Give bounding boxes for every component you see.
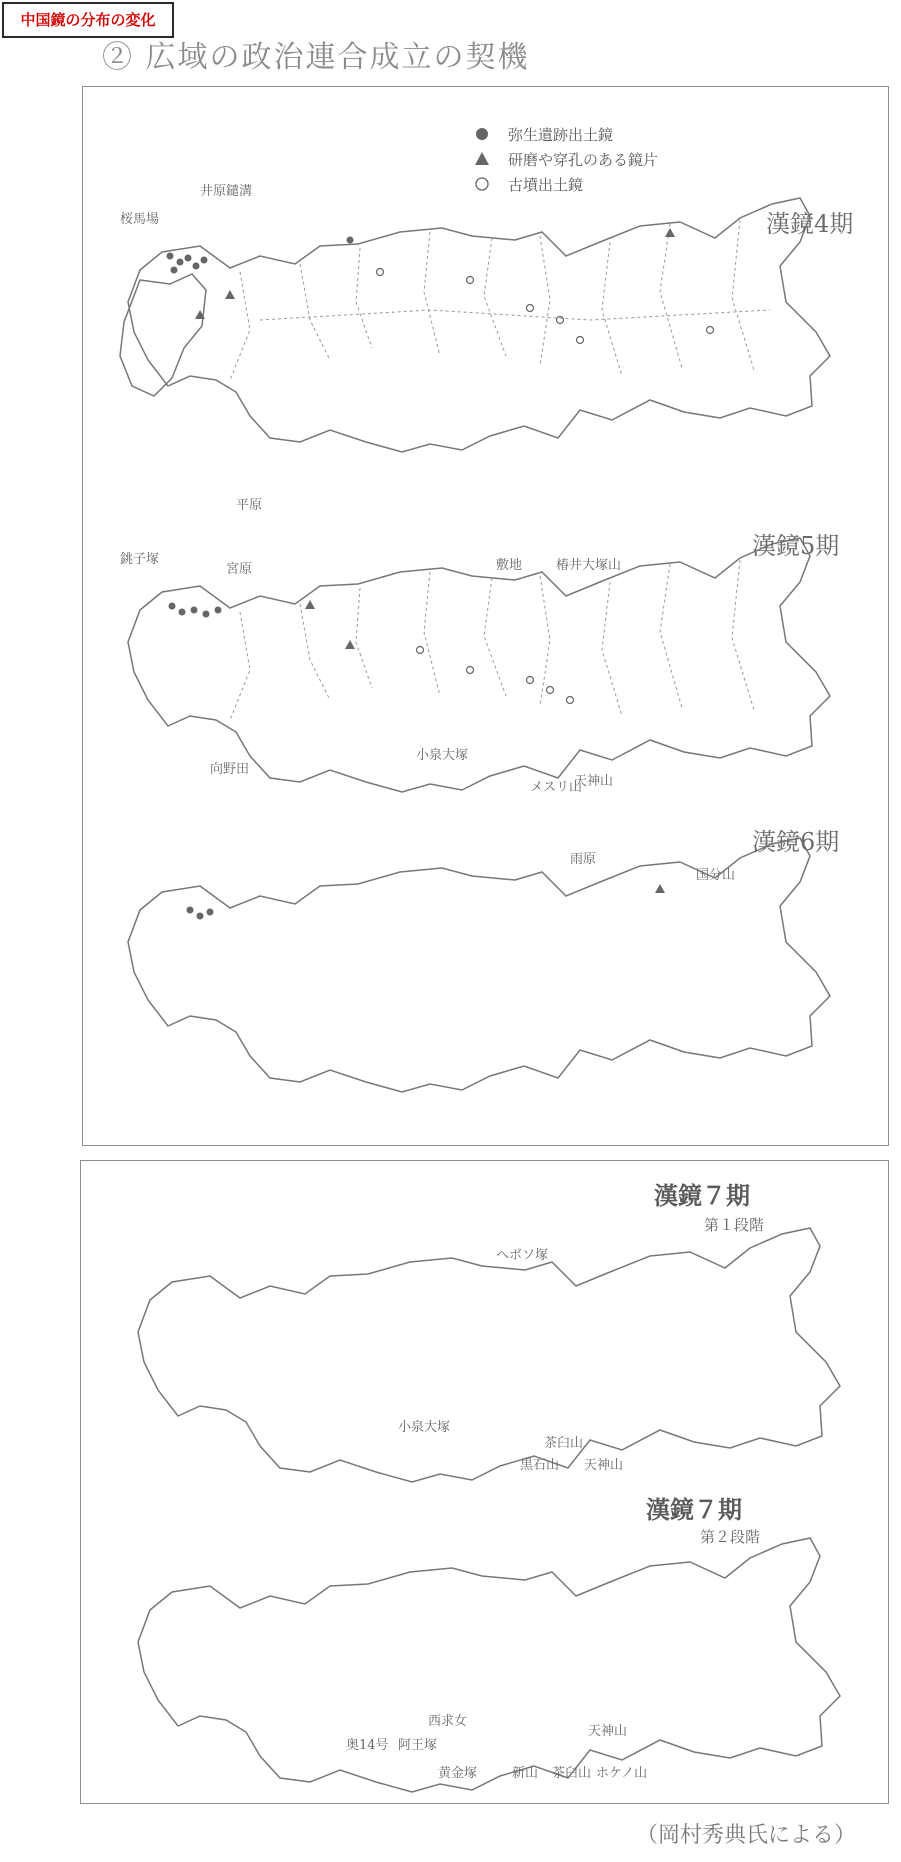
map-period-7-stage-2-label-aozuka: 阿王塚 (398, 1738, 438, 1753)
map-period-5-title: 漢鏡5期 (752, 532, 840, 560)
map-marker (707, 327, 714, 334)
map-marker (655, 884, 665, 893)
map-marker (187, 907, 194, 914)
map-marker (305, 600, 315, 609)
legend-filled-triangle-icon (475, 152, 489, 165)
map-period-7-stage-2-subtitle: 第２段階 (700, 1528, 761, 1546)
map-period-4-label-ihara: 井原鑓溝 (200, 184, 253, 199)
map-marker (215, 607, 222, 614)
map-period-7-stage-1-label-hebosozuka: ヘボソ塚 (496, 1248, 549, 1263)
map-marker (467, 277, 474, 284)
map-marker (177, 259, 184, 266)
map-period-5-label-shikichi: 敷地 (496, 558, 523, 573)
map-period-4 (110, 180, 870, 500)
map-marker (567, 697, 574, 704)
map-marker (377, 269, 384, 276)
map-period-7-stage-2-label-hokenoyama: ホケノ山 (596, 1766, 648, 1781)
map-period-7-stage-2-title: 漢鏡７期 (646, 1495, 742, 1524)
map-period-4-markers (167, 228, 676, 319)
map-marker (417, 647, 424, 654)
map-period-7-stage-1-subtitle: 第１段階 (704, 1216, 765, 1234)
map-period-6-title: 漢鏡6期 (752, 828, 840, 856)
map-period-5-label-miyabaru: 宮原 (226, 562, 253, 577)
map-period-5-markers (169, 600, 356, 649)
map-period-4-title: 漢鏡4期 (766, 210, 854, 238)
legend-label-yayoi: 弥生遺跡出土鏡 (508, 126, 614, 144)
map-period-4-kyushu (120, 274, 206, 396)
map-period-5-label-tenjinyama: 天神山 (574, 774, 614, 789)
map-period-5-kofun-markers (417, 647, 574, 704)
map-period-6 (110, 820, 870, 1100)
map-period-7-stage-1-title: 漢鏡７期 (654, 1181, 750, 1210)
credit-note: （岡村秀典氏による） (636, 1823, 857, 1848)
map-period-7-stage-1-label-tenjinyama: 天神山 (584, 1458, 624, 1473)
map-marker (191, 607, 198, 614)
map-marker (527, 305, 534, 312)
map-marker (203, 611, 210, 618)
map-period-7-stage-2-coastline (138, 1538, 840, 1792)
map-period-5-label-choshizuka: 銚子塚 (120, 552, 160, 567)
map-period-7-stage-2-label-chausuyama: 茶臼山 (552, 1766, 592, 1781)
map-period-5-label-mukainoda: 向野田 (210, 762, 250, 777)
map-marker (665, 228, 675, 237)
map-marker (557, 317, 564, 324)
map-marker (345, 640, 355, 649)
map-period-5-label-koizumi-otsuka: 小泉大塚 (416, 748, 469, 763)
page-heading: ② 広域の政治連合成立の契機 (102, 40, 530, 75)
map-period-7-stage-2-label-tenjinyama: 天神山 (588, 1724, 628, 1739)
map-period-5-label-tsubai-otsukayama: 椿井大塚山 (556, 558, 622, 573)
map-marker (207, 909, 214, 916)
map-marker (547, 687, 554, 694)
map-period-4-coastline (128, 198, 830, 452)
map-marker (347, 237, 354, 244)
map-period-7-stage-2-label-oku14: 奥14号 (346, 1738, 389, 1753)
map-marker (225, 290, 235, 299)
legend-label-fragment: 研磨や穿孔のある鏡片 (508, 151, 659, 169)
map-period-7-stage-1-coastline (138, 1228, 840, 1482)
map-marker (197, 913, 204, 920)
map-period-6-label-amahara: 雨原 (570, 852, 597, 867)
map-period-7-stage-1-label-koizumi-otsuka: 小泉大塚 (398, 1420, 451, 1435)
map-period-7-stage-1-label-kuroishiyama: 黒石山 (520, 1458, 560, 1473)
map-marker (169, 603, 176, 610)
map-period-6-label-kokubuyama: 国分山 (696, 868, 736, 883)
map-period-5-label-mesuriyama: メスリ山 (530, 780, 583, 795)
map-period-4-label-sakuranobaba: 桜馬場 (120, 212, 160, 227)
map-period-5-prefecture-lines (230, 560, 754, 720)
corner-label: 中国鏡の分布の変化 (2, 2, 174, 38)
map-period-7-stage-2-label-shinyama: 新山 (512, 1766, 539, 1781)
map-marker (171, 267, 178, 274)
legend-label-kofun: 古墳出土鏡 (508, 176, 584, 194)
map-marker (185, 255, 192, 262)
legend-filled-circle-icon (476, 128, 488, 140)
map-period-7-stage-2-label-nishimotome: 西求女 (428, 1714, 468, 1729)
map-period-4-prefecture-lines (230, 220, 770, 380)
map-period-7-stage-2 (120, 1520, 860, 1780)
map-period-6-markers (187, 884, 666, 920)
map-marker (577, 337, 584, 344)
map-marker (179, 609, 186, 616)
map-period-7-stage-1 (120, 1210, 860, 1470)
map-marker (167, 253, 174, 260)
map-period-5-label-hirabaru: 平原 (236, 498, 263, 513)
map-period-7-stage-2-label-koganezuka: 黄金塚 (438, 1766, 478, 1781)
map-marker (527, 677, 534, 684)
map-period-7-stage-1-label-chausuyama: 茶臼山 (544, 1436, 584, 1451)
map-marker (193, 263, 200, 270)
map-marker (201, 257, 208, 264)
map-marker (467, 667, 474, 674)
